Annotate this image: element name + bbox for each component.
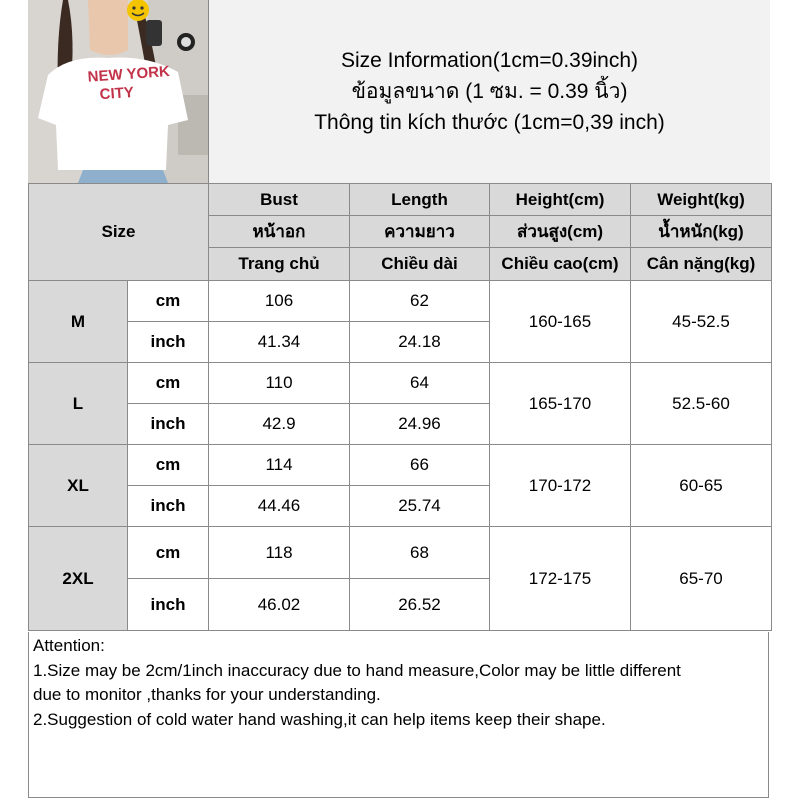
length-cm-value: 66 bbox=[350, 445, 490, 486]
header-title-thai: ข้อมูลขนาด (1 ซม. = 0.39 นิ้ว) bbox=[351, 80, 628, 103]
note-line-2: 2.Suggestion of cold water hand washing,it can help items keep their shape. bbox=[33, 709, 606, 729]
column-header-length-th: ความยาว bbox=[350, 216, 490, 248]
attention-notes bbox=[28, 632, 769, 798]
bust-cm-value: 106 bbox=[209, 281, 350, 322]
size-column-label: Size bbox=[29, 184, 209, 281]
length-cm-value: 62 bbox=[350, 281, 490, 322]
bust-cm-value: 114 bbox=[209, 445, 350, 486]
column-header-bust-en: Bust bbox=[209, 184, 350, 216]
table-row bbox=[29, 527, 772, 579]
table-row bbox=[29, 363, 772, 404]
bust-inch-value: 42.9 bbox=[209, 404, 350, 445]
size-information-header bbox=[209, 0, 770, 183]
column-header-height-vi: Chiều cao(cm) bbox=[490, 248, 631, 281]
column-header-weight-en: Weight(kg) bbox=[631, 184, 772, 216]
bust-cm-value: 110 bbox=[209, 363, 350, 404]
bust-inch-value: 46.02 bbox=[209, 579, 350, 631]
unit-label-cm: cm bbox=[128, 527, 209, 579]
length-cm-value: 68 bbox=[350, 527, 490, 579]
height-range-value: 160-165 bbox=[490, 281, 631, 363]
column-header-bust-vi: Trang chủ bbox=[209, 248, 350, 281]
bust-inch-value: 44.46 bbox=[209, 486, 350, 527]
note-line-1b: due to monitor ,thanks for your understanding. bbox=[33, 685, 381, 704]
weight-range-value: 52.5-60 bbox=[631, 363, 772, 445]
unit-label-inch: inch bbox=[128, 404, 209, 445]
unit-label-cm: cm bbox=[128, 363, 209, 404]
unit-label-cm: cm bbox=[128, 281, 209, 322]
bust-inch-value: 41.34 bbox=[209, 322, 350, 363]
length-inch-value: 24.96 bbox=[350, 404, 490, 445]
size-label-m: M bbox=[29, 281, 128, 363]
weight-range-value: 65-70 bbox=[631, 527, 772, 631]
unit-label-cm: cm bbox=[128, 445, 209, 486]
size-label-l: L bbox=[29, 363, 128, 445]
shirt-print-line-1: NEW YORK bbox=[87, 63, 171, 86]
column-header-height-en: Height(cm) bbox=[490, 184, 631, 216]
length-inch-value: 26.52 bbox=[350, 579, 490, 631]
model-wearing-shirt-image bbox=[28, 0, 208, 183]
unit-label-inch: inch bbox=[128, 579, 209, 631]
weight-range-value: 60-65 bbox=[631, 445, 772, 527]
column-header-weight-th: น้ำหนัก(kg) bbox=[631, 216, 772, 248]
size-chart-table bbox=[28, 183, 772, 631]
column-header-weight-vi: Cân nặng(kg) bbox=[631, 248, 772, 281]
size-label-xl: XL bbox=[29, 445, 128, 527]
table-row bbox=[29, 445, 772, 486]
length-inch-value: 24.18 bbox=[350, 322, 490, 363]
note-line-1a: 1.Size may be 2cm/1inch inaccuracy due to hand measure,Color may be little different bbox=[33, 660, 681, 680]
height-range-value: 172-175 bbox=[490, 527, 631, 631]
height-range-value: 170-172 bbox=[490, 445, 631, 527]
header-title-vietnamese: Thông tin kích thước (1cm=0,39 inch) bbox=[314, 111, 665, 134]
weight-range-value: 45-52.5 bbox=[631, 281, 772, 363]
column-header-height-th: ส่วนสูง(cm) bbox=[490, 216, 631, 248]
product-photo bbox=[28, 0, 209, 183]
column-header-row-english bbox=[29, 184, 772, 216]
column-header-bust-th: หน้าอก bbox=[209, 216, 350, 248]
size-label-2xl: 2XL bbox=[29, 527, 128, 631]
length-inch-value: 25.74 bbox=[350, 486, 490, 527]
header-title-english: Size Information(1cm=0.39inch) bbox=[340, 49, 639, 72]
column-header-length-vi: Chiều dài bbox=[350, 248, 490, 281]
length-cm-value: 64 bbox=[350, 363, 490, 404]
table-row bbox=[29, 281, 772, 322]
unit-label-inch: inch bbox=[128, 322, 209, 363]
unit-label-inch: inch bbox=[128, 486, 209, 527]
height-range-value: 165-170 bbox=[490, 363, 631, 445]
attention-heading: Attention: bbox=[33, 636, 105, 655]
bust-cm-value: 118 bbox=[209, 527, 350, 579]
shirt-print-line-2: CITY bbox=[99, 83, 135, 104]
column-header-length-en: Length bbox=[350, 184, 490, 216]
